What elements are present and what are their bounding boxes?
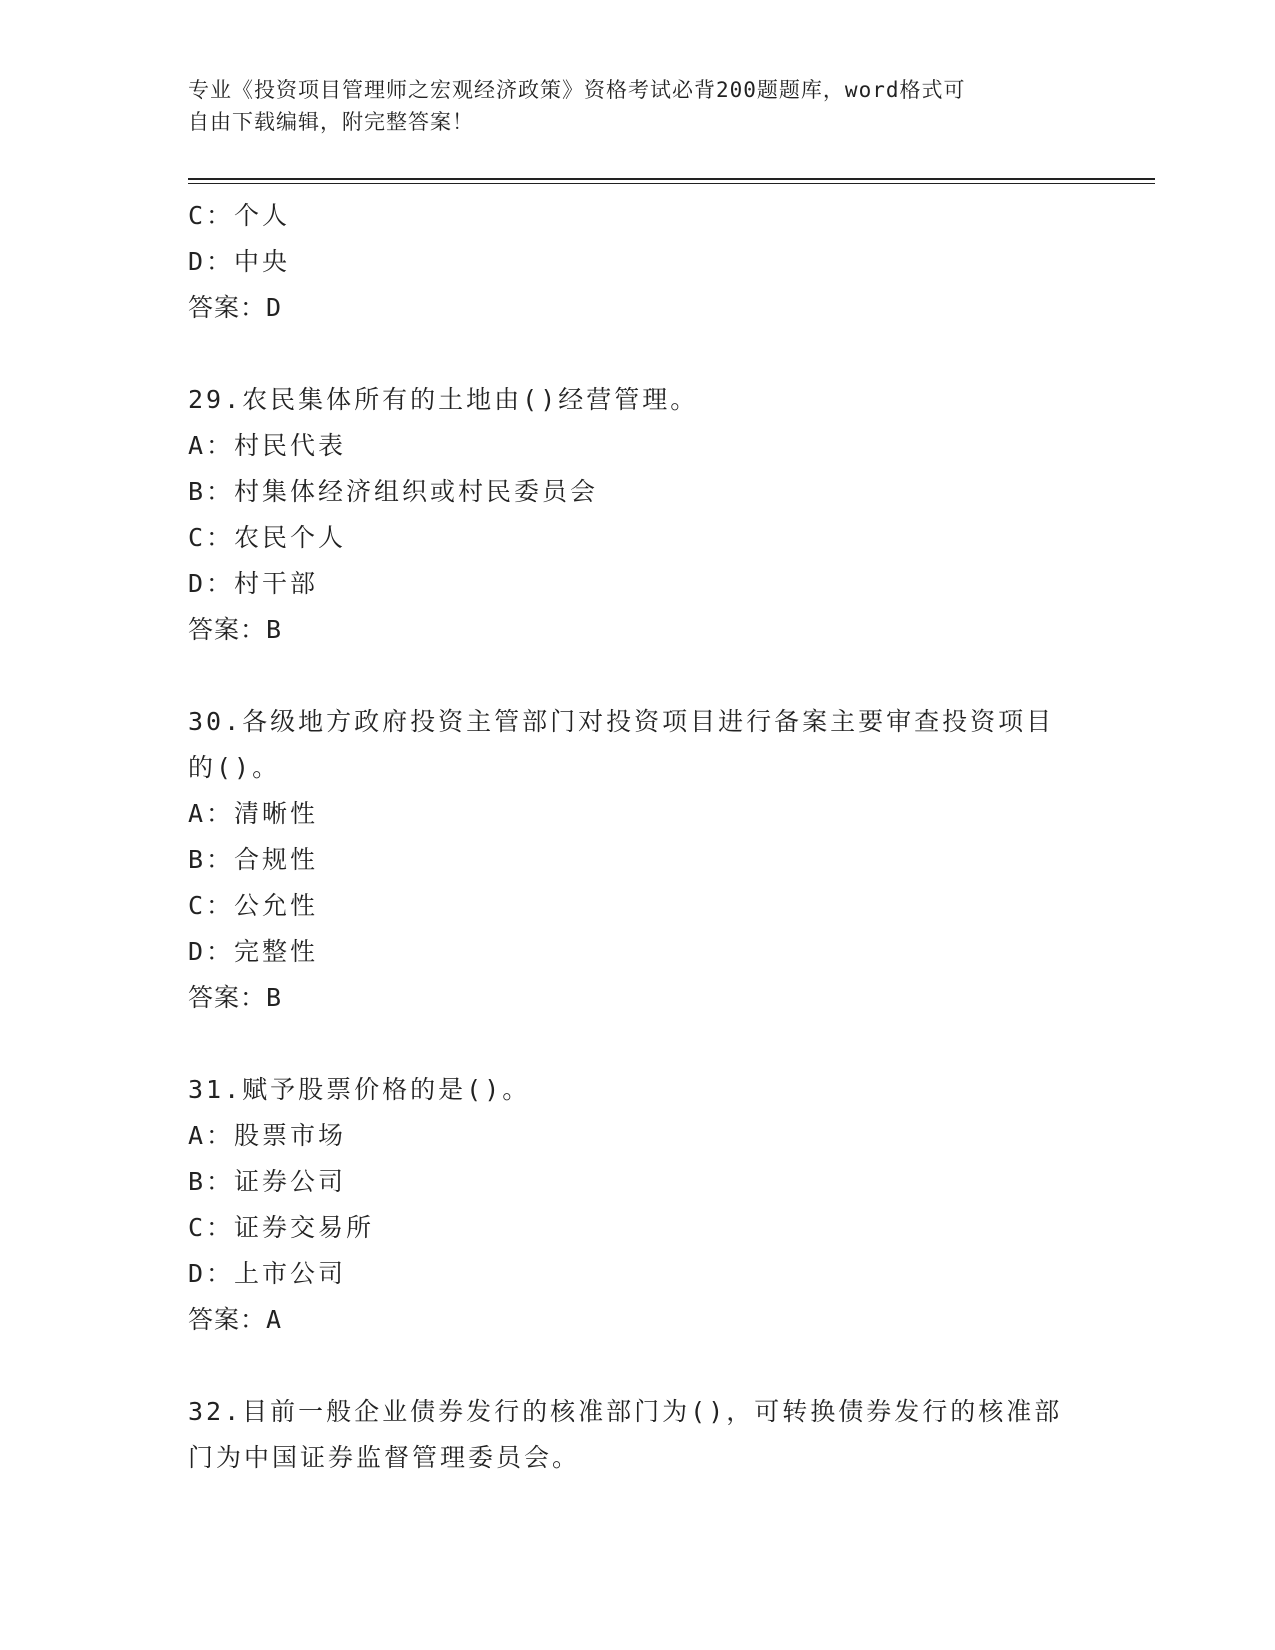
- option-c: C：证券交易所: [188, 1213, 375, 1242]
- answer: 答案：B: [188, 983, 283, 1012]
- option-d: D：上市公司: [188, 1259, 347, 1288]
- answer: 答案：A: [188, 1305, 283, 1334]
- header-rule-thick: [188, 178, 1155, 180]
- spacer: [188, 1343, 1088, 1389]
- question-text-continued: 的()。: [188, 753, 281, 782]
- spacer: [188, 653, 1088, 699]
- option-b: B：证券公司: [188, 1167, 347, 1196]
- header-line-2: 自由下载编辑，附完整答案！: [188, 110, 474, 134]
- answer: 答案：D: [188, 293, 283, 322]
- question-text: 29.农民集体所有的土地由()经营管理。: [188, 385, 699, 414]
- option-d: D：村干部: [188, 569, 319, 598]
- header-line-1: 专业《投资项目管理师之宏观经济政策》资格考试必背200题题库，word格式可: [188, 78, 966, 102]
- question-text: 32.目前一般企业债券发行的核准部门为()，可转换债券发行的核准部: [188, 1397, 1063, 1426]
- header-rule-thin: [188, 183, 1155, 184]
- option-d: D：完整性: [188, 937, 319, 966]
- question-list: [188, 193, 1088, 1481]
- option-a: A：清晰性: [188, 799, 319, 828]
- option-c: C：公允性: [188, 891, 319, 920]
- document-header: [188, 74, 1088, 138]
- question-text: 31.赋予股票价格的是()。: [188, 1075, 531, 1104]
- question-text: 30.各级地方政府投资主管部门对投资项目进行备案主要审查投资项目: [188, 707, 1055, 736]
- option-c: C：农民个人: [188, 523, 347, 552]
- spacer: [188, 1021, 1088, 1067]
- option-b: B：村集体经济组织或村民委员会: [188, 477, 599, 506]
- option-d: D：中央: [188, 247, 291, 276]
- question-text-continued: 门为中国证券监督管理委员会。: [188, 1443, 581, 1472]
- option-c: C：个人: [188, 201, 291, 230]
- option-a: A：股票市场: [188, 1121, 347, 1150]
- spacer: [188, 331, 1088, 377]
- option-a: A：村民代表: [188, 431, 347, 460]
- answer: 答案：B: [188, 615, 283, 644]
- option-b: B：合规性: [188, 845, 319, 874]
